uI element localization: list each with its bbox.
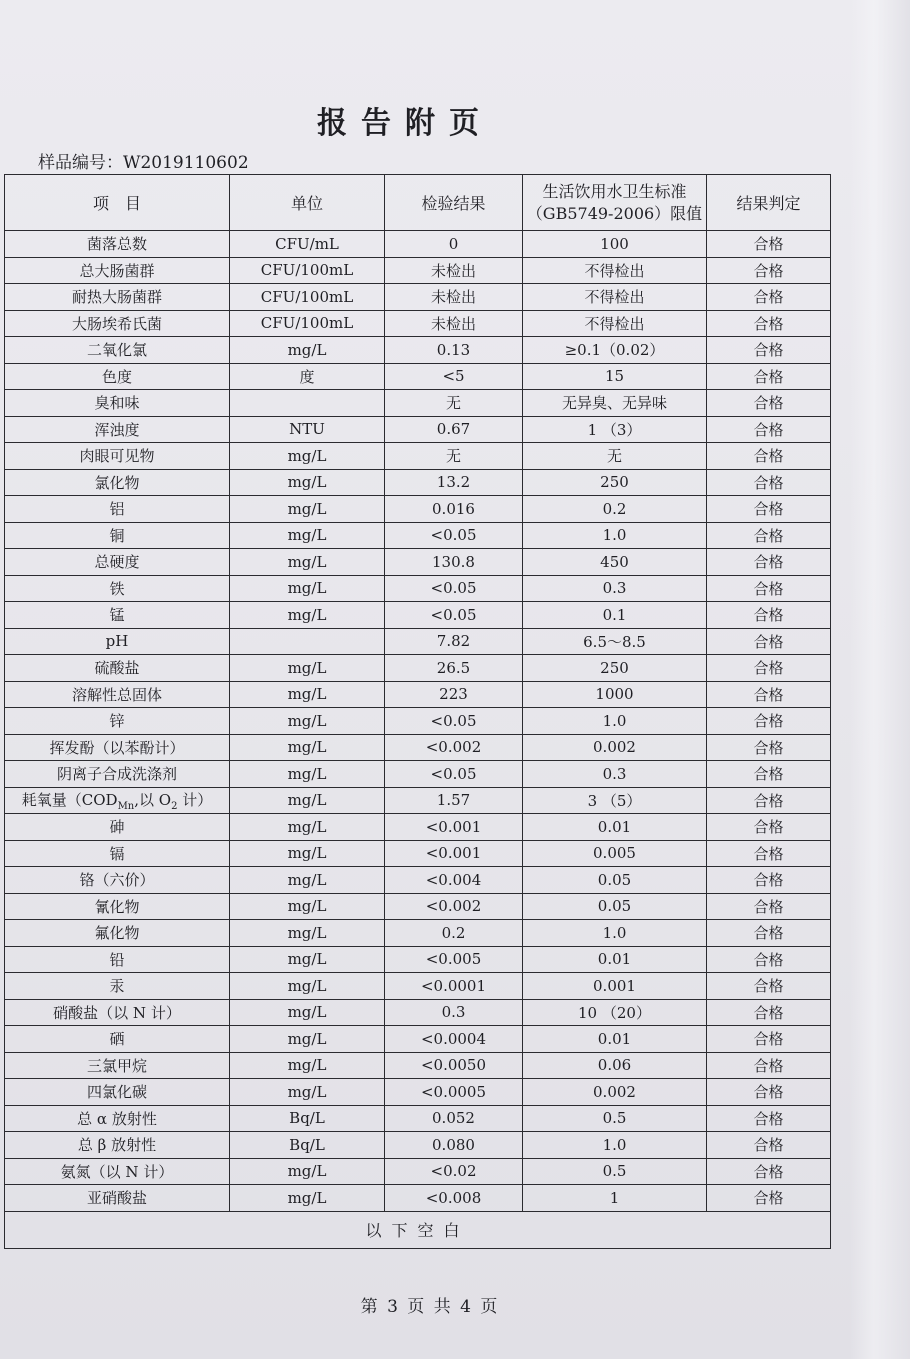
cell-judgement: 合格 [707,231,831,258]
cell-unit: Bq/L [230,1105,385,1132]
cell-unit: mg/L [230,761,385,788]
cell-result: 0 [385,231,523,258]
cell-item: 铜 [5,522,230,549]
cell-limit: ≥0.1（0.02） [523,337,707,364]
table-row [5,1158,831,1185]
cell-judgement: 合格 [707,575,831,602]
cell-item: 铬（六价） [5,867,230,894]
cell-item: 溶解性总固体 [5,681,230,708]
table-row [5,628,831,655]
cell-judgement: 合格 [707,1132,831,1159]
cell-judgement: 合格 [707,284,831,311]
cell-limit: 10 （20） [523,999,707,1026]
cell-unit: mg/L [230,443,385,470]
cell-judgement: 合格 [707,602,831,629]
cell-judgement: 合格 [707,1052,831,1079]
cell-item: 浑浊度 [5,416,230,443]
cell-unit: mg/L [230,1185,385,1212]
header-result: 检验结果 [385,175,523,231]
cell-judgement: 合格 [707,469,831,496]
cell-limit: 1.0 [523,708,707,735]
cell-item: 阴离子合成洗涤剂 [5,761,230,788]
cell-result: 1.57 [385,787,523,814]
cell-result: <0.05 [385,575,523,602]
cell-result: 未检出 [385,310,523,337]
cell-item: 锰 [5,602,230,629]
cell-item-part: 计） [177,790,213,809]
table-row [5,443,831,470]
cell-unit: mg/L [230,946,385,973]
cell-item: 镉 [5,840,230,867]
cell-unit: Bq/L [230,1132,385,1159]
cell-unit: mg/L [230,337,385,364]
cell-item: 色度 [5,363,230,390]
cell-unit: mg/L [230,575,385,602]
cell-item: 硒 [5,1026,230,1053]
cell-judgement: 合格 [707,734,831,761]
header-item: 项 目 [5,175,230,231]
cell-result: <0.0005 [385,1079,523,1106]
cell-unit: mg/L [230,708,385,735]
cell-judgement: 合格 [707,787,831,814]
cell-item: 铅 [5,946,230,973]
table-row [5,655,831,682]
cell-result: 无 [385,443,523,470]
cell-limit: 0.5 [523,1158,707,1185]
cell-judgement: 合格 [707,761,831,788]
page-title: 报告附页 [317,106,493,141]
cell-item: 三氯甲烷 [5,1052,230,1079]
header-standard [523,175,707,231]
cell-limit: 6.5～8.5 [523,628,707,655]
cell-item-part: 2 [171,800,178,812]
cell-unit: mg/L [230,1026,385,1053]
table-row [5,999,831,1026]
cell-result: 0.67 [385,416,523,443]
cell-unit: CFU/100mL [230,257,385,284]
cell-item: 二氧化氯 [5,337,230,364]
cell-item: 大肠埃希氏菌 [5,310,230,337]
cell-limit: 0.3 [523,575,707,602]
cell-result: <0.001 [385,840,523,867]
cell-unit: mg/L [230,681,385,708]
cell-unit: mg/L [230,814,385,841]
table-row [5,1026,831,1053]
cell-limit: 0.2 [523,496,707,523]
cell-judgement: 合格 [707,867,831,894]
cell-unit: mg/L [230,840,385,867]
cell-result: <0.0050 [385,1052,523,1079]
table-row [5,469,831,496]
cell-item: 总硬度 [5,549,230,576]
table-row [5,231,831,258]
cell-limit: 0.06 [523,1052,707,1079]
header-unit: 单位 [230,175,385,231]
cell-result: 0.052 [385,1105,523,1132]
cell-unit: CFU/mL [230,231,385,258]
cell-judgement: 合格 [707,1105,831,1132]
cell-item: 挥发酚（以苯酚计） [5,734,230,761]
table-row [5,575,831,602]
cell-result: 13.2 [385,469,523,496]
cell-item: 铝 [5,496,230,523]
cell-limit: 1 （3） [523,416,707,443]
cell-judgement: 合格 [707,946,831,973]
cell-item: 硫酸盐 [5,655,230,682]
header-standard-line1: 生活饮用水卫生标准 [542,181,687,201]
cell-item: 氯化物 [5,469,230,496]
table-row [5,390,831,417]
table-row [5,1079,831,1106]
cell-judgement: 合格 [707,708,831,735]
cell-unit: NTU [230,416,385,443]
cell-result: 7.82 [385,628,523,655]
table-row [5,787,831,814]
cell-result: <0.001 [385,814,523,841]
cell-limit: 250 [523,469,707,496]
cell-limit: 250 [523,655,707,682]
cell-limit: 1.0 [523,920,707,947]
cell-limit: 0.01 [523,946,707,973]
cell-judgement: 合格 [707,920,831,947]
cell-unit: CFU/100mL [230,284,385,311]
cell-limit: 0.002 [523,734,707,761]
table-row [5,522,831,549]
blank-note: 以下空白 [5,1211,831,1248]
cell-limit: 450 [523,549,707,576]
table-row [5,840,831,867]
table-row [5,1052,831,1079]
cell-item: 铁 [5,575,230,602]
cell-limit: 0.05 [523,893,707,920]
cell-result: <0.0001 [385,973,523,1000]
cell-judgement: 合格 [707,999,831,1026]
cell-unit: mg/L [230,469,385,496]
table-row [5,416,831,443]
cell-item: 总大肠菌群 [5,257,230,284]
cell-result: <0.004 [385,867,523,894]
header-standard-line2: （GB5749-2006）限值 [526,203,703,223]
cell-result: 130.8 [385,549,523,576]
cell-item: 氟化物 [5,920,230,947]
cell-result: 0.016 [385,496,523,523]
cell-judgement: 合格 [707,814,831,841]
cell-result: <0.002 [385,893,523,920]
cell-result: <5 [385,363,523,390]
blank-note-row [5,1211,831,1248]
cell-unit: mg/L [230,1052,385,1079]
cell-unit: CFU/100mL [230,310,385,337]
cell-limit: 0.01 [523,1026,707,1053]
table-row [5,337,831,364]
cell-judgement: 合格 [707,257,831,284]
cell-item: 亚硝酸盐 [5,1185,230,1212]
cell-item: 总 β 放射性 [5,1132,230,1159]
cell-item: 氨氮（以 N 计） [5,1158,230,1185]
cell-limit: 1.0 [523,522,707,549]
cell-limit: 0.05 [523,867,707,894]
cell-unit: mg/L [230,1158,385,1185]
cell-item: 耐热大肠菌群 [5,284,230,311]
cell-limit: 0.3 [523,761,707,788]
cell-result: <0.008 [385,1185,523,1212]
cell-unit: mg/L [230,734,385,761]
cell-unit: mg/L [230,549,385,576]
cell-judgement: 合格 [707,628,831,655]
cell-unit [230,628,385,655]
cell-item: 臭和味 [5,390,230,417]
cell-result: 26.5 [385,655,523,682]
table-row [5,1105,831,1132]
cell-judgement: 合格 [707,973,831,1000]
cell-judgement: 合格 [707,310,831,337]
cell-item-part: 耗氧量（COD [21,790,118,809]
cell-unit: mg/L [230,920,385,947]
cell-result: <0.002 [385,734,523,761]
cell-result: <0.0004 [385,1026,523,1053]
cell-unit: mg/L [230,1079,385,1106]
table-header-row [5,175,831,231]
cell-judgement: 合格 [707,1026,831,1053]
cell-judgement: 合格 [707,549,831,576]
cell-result: <0.05 [385,602,523,629]
cell-limit: 1000 [523,681,707,708]
cell-result: 223 [385,681,523,708]
cell-judgement: 合格 [707,1185,831,1212]
cell-limit: 不得检出 [523,284,707,311]
table-row [5,920,831,947]
cell-limit: 1.0 [523,1132,707,1159]
cell-result: 未检出 [385,257,523,284]
cell-item [5,787,230,814]
cell-result: <0.05 [385,761,523,788]
cell-result: <0.02 [385,1158,523,1185]
cell-judgement: 合格 [707,337,831,364]
cell-limit: 0.5 [523,1105,707,1132]
cell-item: 菌落总数 [5,231,230,258]
table-body [5,231,831,1212]
table-row [5,734,831,761]
cell-item: 锌 [5,708,230,735]
cell-item: 硝酸盐（以 N 计） [5,999,230,1026]
table-row [5,257,831,284]
cell-result: 无 [385,390,523,417]
table-row [5,946,831,973]
cell-item: 四氯化碳 [5,1079,230,1106]
cell-unit: mg/L [230,655,385,682]
cell-result: 0.13 [385,337,523,364]
cell-unit: mg/L [230,602,385,629]
sample-number: 样品编号：W2019110602 [38,153,249,173]
cell-judgement: 合格 [707,1158,831,1185]
cell-limit: 1 [523,1185,707,1212]
cell-item: 肉眼可见物 [5,443,230,470]
cell-result: 0.3 [385,999,523,1026]
cell-judgement: 合格 [707,496,831,523]
cell-item-part: ,以 O [134,790,172,809]
cell-result: <0.05 [385,522,523,549]
cell-unit: mg/L [230,496,385,523]
cell-judgement: 合格 [707,390,831,417]
cell-item: 氰化物 [5,893,230,920]
cell-limit: 0.01 [523,814,707,841]
cell-unit: mg/L [230,522,385,549]
cell-limit: 不得检出 [523,310,707,337]
cell-limit: 无异臭、无异味 [523,390,707,417]
cell-judgement: 合格 [707,893,831,920]
table-row [5,867,831,894]
cell-limit: 100 [523,231,707,258]
cell-limit: 0.002 [523,1079,707,1106]
cell-limit: 0.005 [523,840,707,867]
cell-result: 0.2 [385,920,523,947]
table-row [5,363,831,390]
cell-limit: 无 [523,443,707,470]
cell-unit: mg/L [230,867,385,894]
cell-judgement: 合格 [707,522,831,549]
cell-item: pH [5,628,230,655]
cell-unit: mg/L [230,787,385,814]
cell-limit: 不得检出 [523,257,707,284]
cell-item: 砷 [5,814,230,841]
table-row [5,893,831,920]
table-row [5,284,831,311]
cell-judgement: 合格 [707,840,831,867]
cell-judgement: 合格 [707,363,831,390]
cell-result: 0.080 [385,1132,523,1159]
cell-limit: 15 [523,363,707,390]
table-row [5,310,831,337]
cell-unit: 度 [230,363,385,390]
page-number: 第 3 页 共 4 页 [360,1297,500,1317]
cell-limit: 0.001 [523,973,707,1000]
cell-judgement: 合格 [707,681,831,708]
cell-result: <0.05 [385,708,523,735]
cell-unit: mg/L [230,999,385,1026]
cell-judgement: 合格 [707,416,831,443]
cell-judgement: 合格 [707,443,831,470]
table-row [5,496,831,523]
cell-result: <0.005 [385,946,523,973]
table-row [5,1185,831,1212]
table-row [5,761,831,788]
cell-unit: mg/L [230,973,385,1000]
cell-judgement: 合格 [707,655,831,682]
table-row [5,973,831,1000]
cell-judgement: 合格 [707,1079,831,1106]
cell-limit: 0.1 [523,602,707,629]
table-row [5,602,831,629]
header-judgement: 结果判定 [707,175,831,231]
table-row [5,549,831,576]
results-table [4,174,831,1249]
cell-unit: mg/L [230,893,385,920]
table-row [5,814,831,841]
cell-unit [230,390,385,417]
cell-result: 未检出 [385,284,523,311]
table-row [5,1132,831,1159]
cell-item: 总 α 放射性 [5,1105,230,1132]
table-row [5,681,831,708]
table-row [5,708,831,735]
binding-shadow [850,0,910,1359]
cell-limit: 3 （5） [523,787,707,814]
cell-item: 汞 [5,973,230,1000]
cell-item-part: Mn [117,800,135,812]
